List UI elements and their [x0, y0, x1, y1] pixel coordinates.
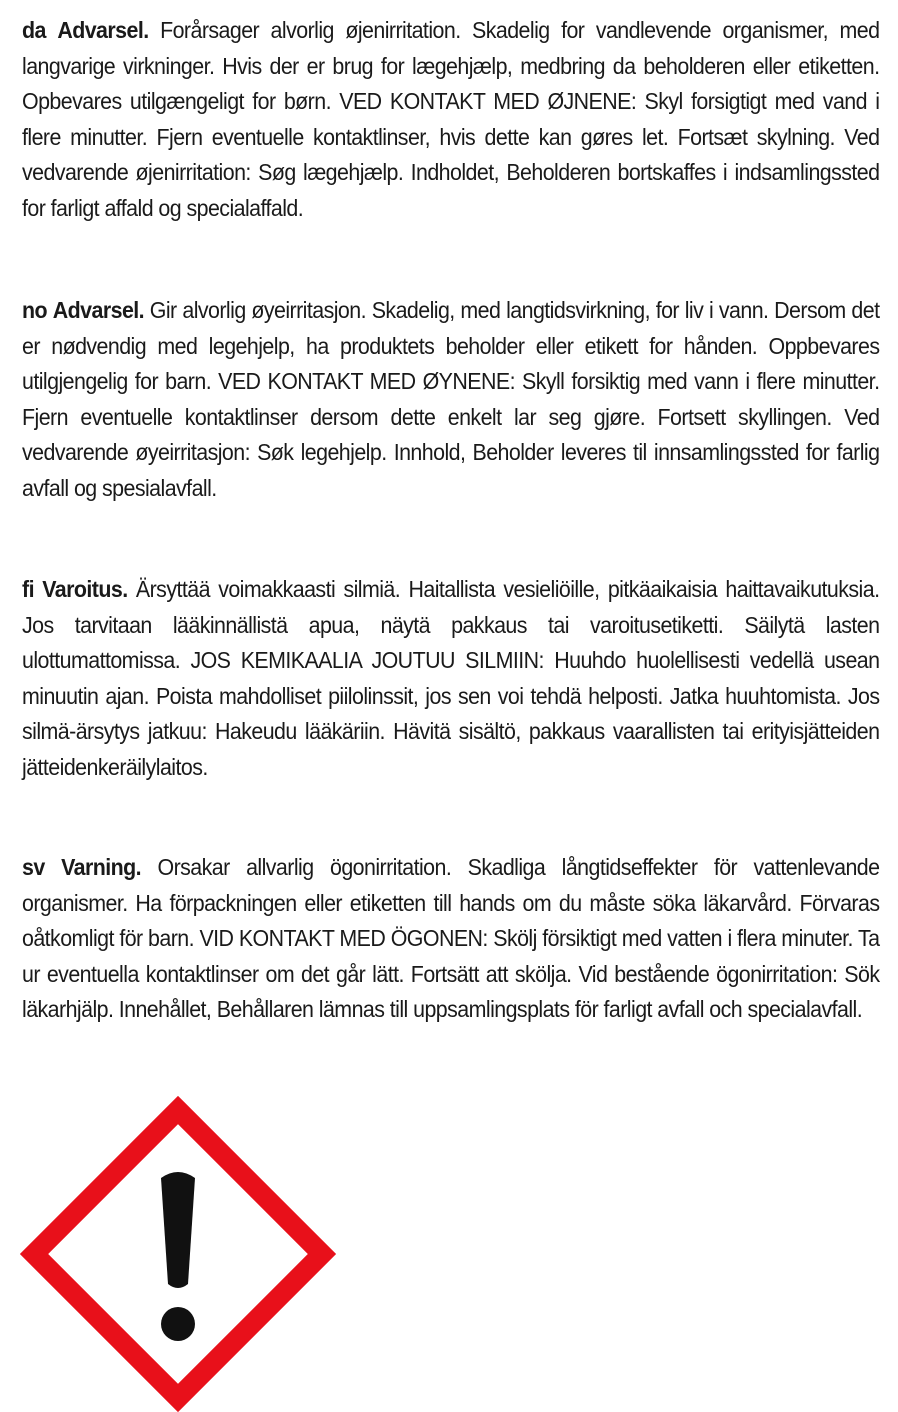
- ghs-exclamation-mark-icon: [20, 1096, 336, 1412]
- language-code: da: [22, 17, 46, 43]
- statement-text: Ärsyttää voimakkaasti silmiä. Haitallista vesieliöille, pitkäaikaisia haittavaikutuksia. Jos tarvitaan lääkinnällistä apua, näytä pakkaus tai varoitusetiketti. Säilytä lasten ulottumattomissa. JOS KEMIKAALIA JOUTUU SILMIIN: Huuhdo huolellisesti vedellä usean minuutin ajan. Poista mahdolliset piilolinssit, jos sen voi tehdä helposti. Jatka huuhtomista. Jos silmä-ärsytys jatkuu: Hakeudu lääkäriin. Hävitä sisältö, pakkaus vaarallisten tai erityisjätteiden jätteidenkeräilylaitos.: [22, 576, 880, 780]
- hazard-statement-sv: [22, 850, 879, 1028]
- signal-word: Varning.: [61, 854, 142, 880]
- hazard-statement-fi: [22, 572, 879, 786]
- language-code: sv: [22, 854, 45, 880]
- statement-text: Orsakar allvarlig ögonirritation. Skadliga långtidseffekter för vattenlevande organismer. Ha förpackningen eller etiketten till hands om du måste söka läkarvård. Förvaras oåtkomligt för barn. VID KONTAKT MED ÖGONEN: Skölj försiktigt med vatten i flera minuter. Ta ur eventuella kontaktlinser om det går lätt. Fortsätt att skölja. Vid bestående ögonirritation: Sök läkarhjälp. Innehållet, Behållaren lämnas till uppsamlingsplats för farligt avfall och specialavfall.: [22, 854, 880, 1023]
- signal-word: Advarsel.: [57, 17, 149, 43]
- language-code: no: [22, 297, 48, 323]
- statement-text: Gir alvorlig øyeirritasjon. Skadelig, med langtidsvirkning, for liv i vann. Dersom det er nødvendig med legehjelp, ha produktets beholder eller etikett for hånden. Oppbevares utilgjengelig for barn. VED KONTAKT MED ØYNENE: Skyll forsiktig med vann i flere minutter. Fjern eventuelle kontaktlinser dersom dette enkelt lar seg gjøre. Fortsett skyllingen. Ved vedvarende øyeirritasjon: Søk legehjelp. Innhold, Beholder leveres til innsamlingssted for farlig avfall og spesialavfall.: [22, 297, 880, 501]
- hazard-statement-da: [22, 13, 879, 227]
- language-code: fi: [22, 576, 34, 602]
- hazard-statement-no: [22, 293, 879, 507]
- statement-text: Forårsager alvorlig øjenirritation. Skadelig for vandlevende organismer, med langvarige virkninger. Hvis der er brug for lægehjælp, medbring da beholderen eller etiketten. Opbevares utilgængeligt for børn. VED KONTAKT MED ØJNENE: Skyl forsigtigt med vand i flere minutter. Fjern eventuelle kontaktlinser, hvis dette kan gøres let. Fortsæt skylning. Ved vedvarende øjenirritation: Søg lægehjælp. Indholdet, Beholderen bortskaffes i indsamlingssted for farligt affald og specialaffald.: [22, 17, 880, 221]
- signal-word: Advarsel.: [52, 297, 145, 323]
- signal-word: Varoitus.: [42, 576, 128, 602]
